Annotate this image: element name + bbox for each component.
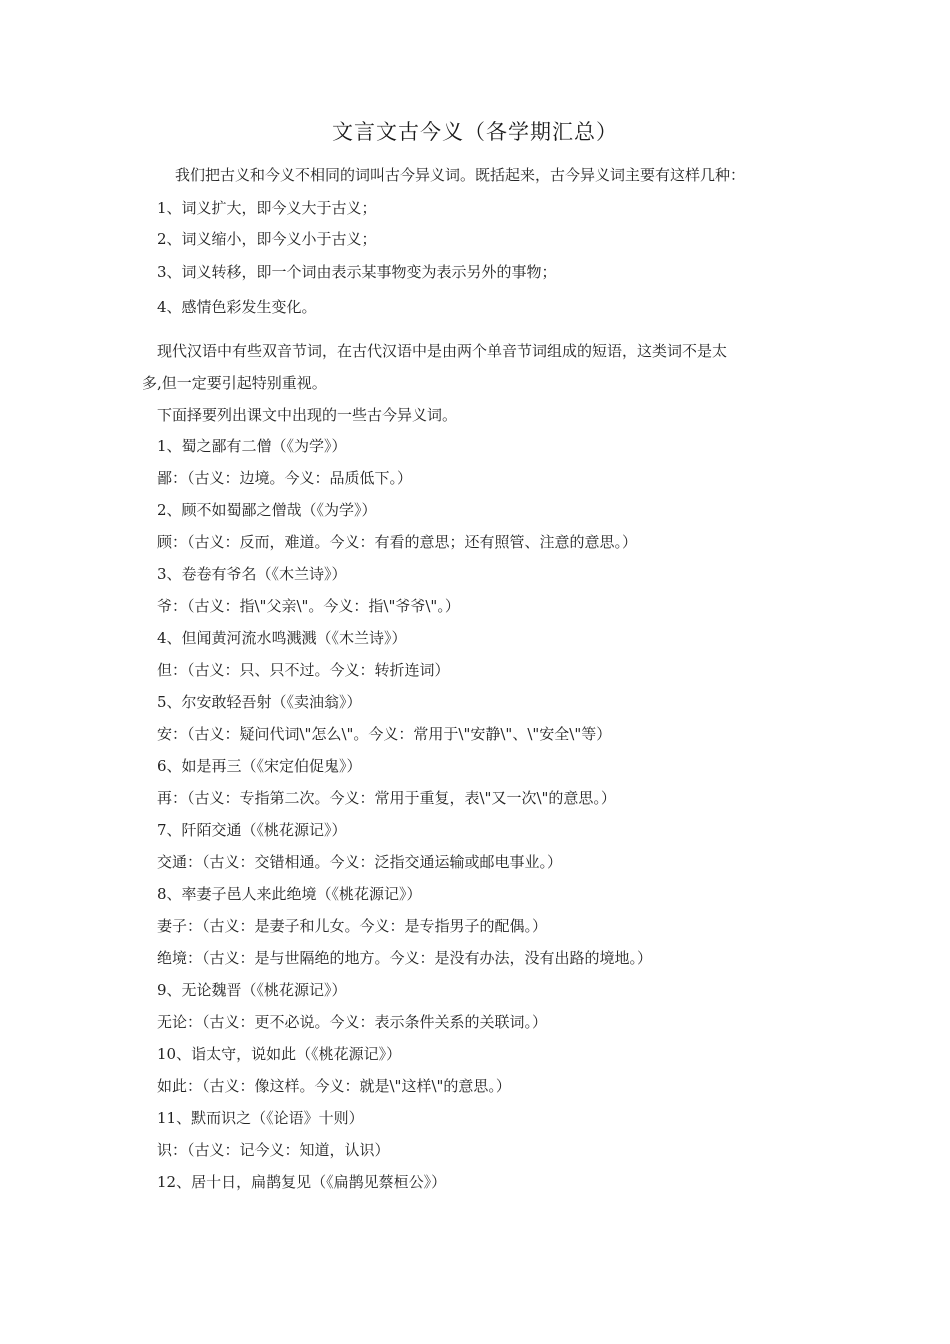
document-title: 文言文古今义（各学期汇总） — [332, 120, 618, 144]
entry-definition: 如此：（古义：像这样。今义：就是\"这样\"的意思。） — [157, 1077, 511, 1095]
kind-item: 3、词义转移，即一个词由表示某事物变为表示另外的事物； — [157, 263, 557, 281]
intro-paragraph: 我们把古义和今义不相同的词叫古今异义词。既括起来，古今异义词主要有这样几种： — [175, 166, 746, 184]
entry-heading: 2、顾不如蜀鄙之僧哉（《为学》） — [157, 501, 377, 519]
entry-heading: 12、居十日，扁鹊复见（《扁鹊见蔡桓公》） — [157, 1173, 447, 1191]
entry-definition: 再：（古义：专指第二次。今义：常用于重复，表\"又一次\"的意思。） — [157, 789, 616, 807]
paragraph-line: 现代汉语中有些双音节词，在古代汉语中是由两个单音节词组成的短语，这类词不是太 — [157, 342, 728, 360]
paragraph-line: 多,但一定要引起特别重视。 — [142, 374, 327, 392]
entry-definition: 无论：（古义：更不必说。今义：表示条件关系的关联词。） — [157, 1013, 548, 1031]
entry-heading: 9、无论魏晋（《桃花源记》） — [157, 981, 347, 999]
kind-item: 1、词义扩大，即今义大于古义； — [157, 199, 377, 217]
entry-heading: 5、尔安敢轻吾射（《卖油翁》） — [157, 693, 362, 711]
entry-heading: 4、但闻黄河流水鸣溅溅（《木兰诗》） — [157, 629, 407, 647]
kind-item: 2、词义缩小，即今义小于古义； — [157, 230, 377, 248]
entry-heading: 11、默而识之（《论语》十则） — [157, 1109, 364, 1127]
entry-definition: 鄙：（古义：边境。今义：品质低下。） — [157, 469, 413, 487]
entry-definition: 顾：（古义：反而，难道。今义：有看的意思；还有照管、注意的意思。） — [157, 533, 638, 551]
entry-definition: 妻子：（古义：是妻子和儿女。今义：是专指男子的配偶。） — [157, 917, 548, 935]
paragraph-line: 下面择要列出课文中出现的一些古今异义词。 — [157, 406, 458, 424]
entry-heading: 1、蜀之鄙有二僧（《为学》） — [157, 437, 347, 455]
entry-definition: 爷：（古义：指\"父亲\"。今义：指\"爷爷\"。） — [157, 597, 460, 615]
entry-definition: 安：（古义：疑问代词\"怎么\"。今义：常用于\"安静\"、\"安全\"等） — [157, 725, 612, 743]
entry-heading: 10、诣太守，说如此（《桃花源记》） — [157, 1045, 402, 1063]
kind-item: 4、感情色彩发生变化。 — [157, 298, 317, 316]
entry-definition: 交通：（古义：交错相通。今义：泛指交通运输或邮电事业。） — [157, 853, 563, 871]
entry-definition: 但：（古义：只、只不过。今义：转折连词） — [157, 661, 450, 679]
entry-heading: 8、率妻子邑人来此绝境（《桃花源记》） — [157, 885, 422, 903]
entry-heading: 7、阡陌交通（《桃花源记》） — [157, 821, 347, 839]
entry-heading: 6、如是再三（《宋定伯促鬼》） — [157, 757, 362, 775]
entry-definition: 识：（古义：记今义：知道，认识） — [157, 1141, 390, 1159]
entry-heading: 3、卷卷有爷名（《木兰诗》） — [157, 565, 347, 583]
entry-definition: 绝境：（古义：是与世隔绝的地方。今义：是没有办法，没有出路的境地。） — [157, 949, 653, 967]
